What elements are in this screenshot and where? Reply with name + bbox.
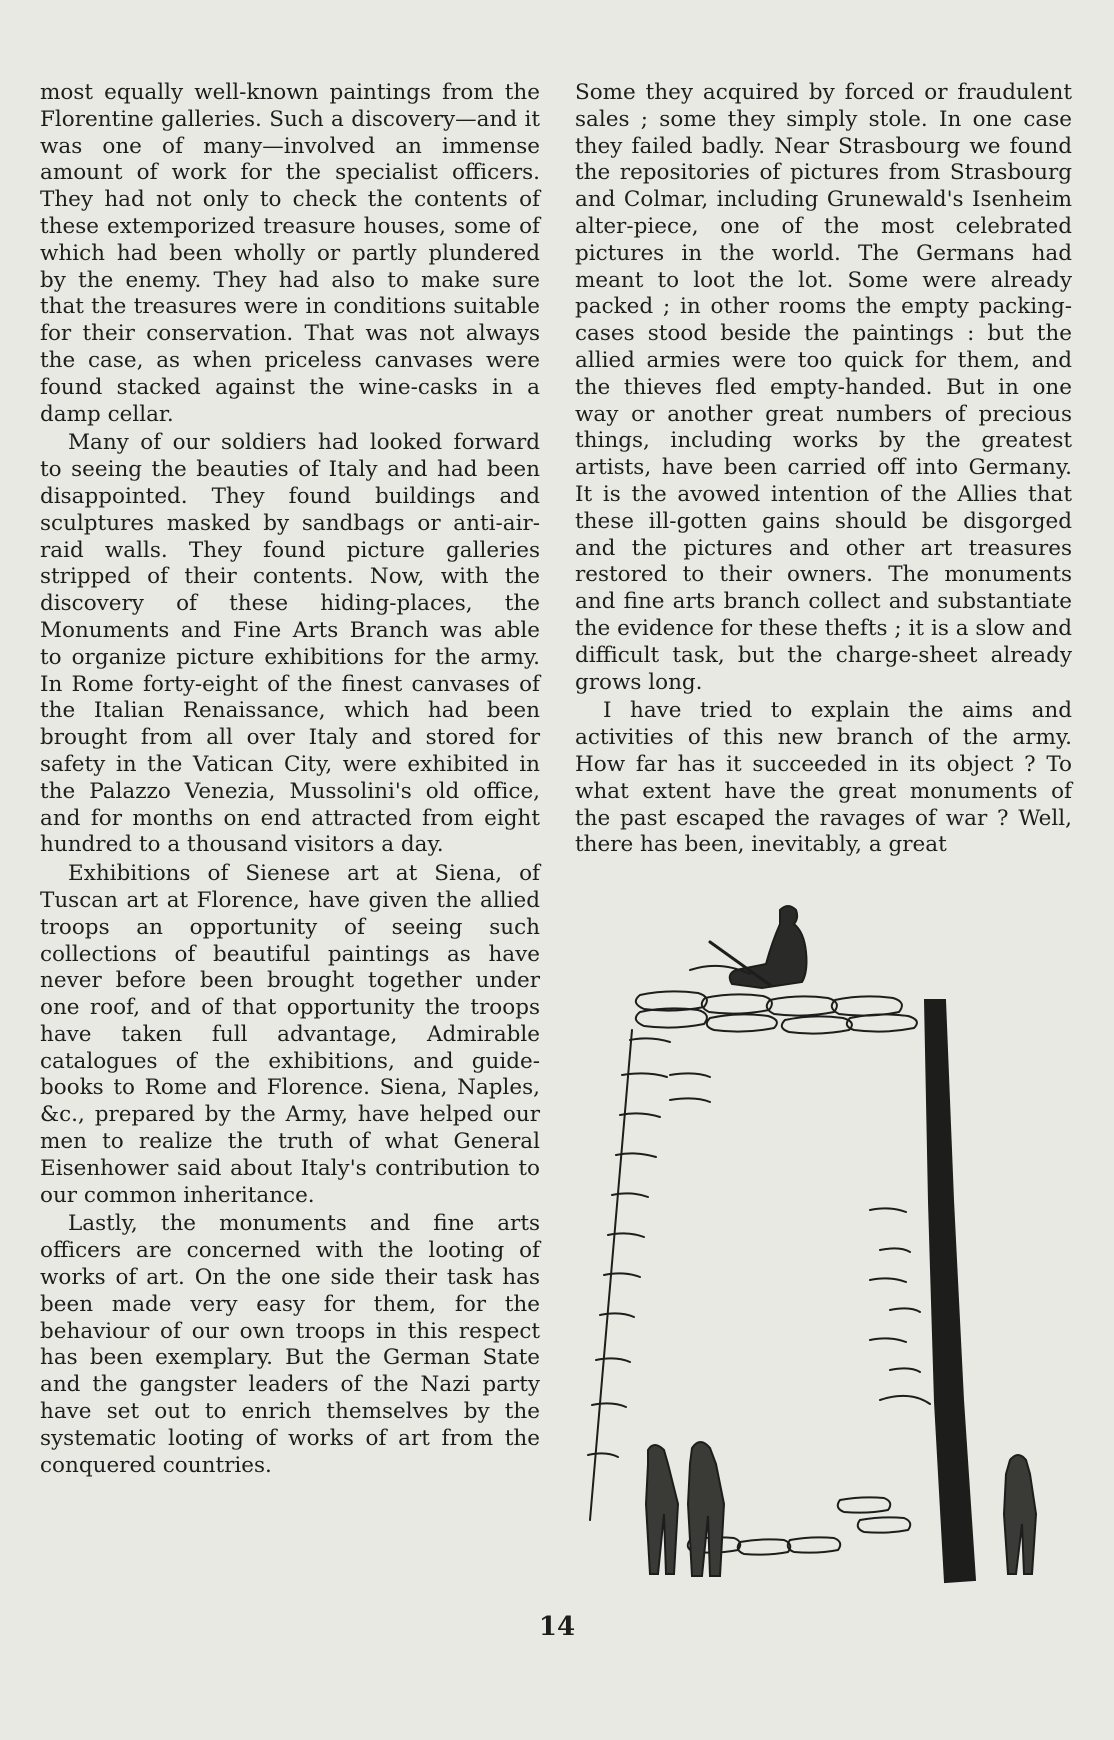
left-paragraph-3: Exhibitions of Sienese art at Siena, of Tuscan art at Florence, have given the allied troops an opportunity of seeing such collections of beautiful paintings as have never before been brought together under one roof, and of that opportunity the troops have taken full advantage, Admirable catalogues of the exhibitions, and guide-books to Rome and Florence. Siena, Naples, &c., prepared by the Army, have helped our men to realize the truth of what General Eisenhower said about Italy's contribution to our common inheritance. <box>40 861 540 1208</box>
right-column <box>575 80 1072 859</box>
left-paragraph-1: most equally well-known paintings from the Florentine galleries. Such a discovery—and it was one of many—involved an immense amount of work for the specialist officers. They had not only to check the contents of these extemporized treasure houses, some of which had been wholly or partly plundered by the enemy. They had also to make sure that the treasures were in conditions suitable for their conservation. That was not always the case, as when priceless canvases were found stacked against the wine-casks in a damp cellar. <box>40 80 540 427</box>
left-column <box>40 80 540 1479</box>
page-number: 14 <box>538 1612 576 1642</box>
left-paragraph-4: Lastly, the monuments and fine arts officers are concerned with the looting of works of art. On the one side their task has been made very easy for them, for the behaviour of our own troops in this respect has been exemplary. But the German State and the gangster leaders of the Nazi party have set out to enrich themselves by the systematic looting of works of art from the conquered countries. <box>40 1211 540 1478</box>
top-sandbags <box>636 991 917 1033</box>
wall-right-stones <box>870 1208 930 1404</box>
right-paragraph-1: Some they acquired by forced or fraudulent sales ; some they simply stole. In one case they failed badly. Near Strasbourg we found the repositories of pictures from Strasbourg and Colmar, including Grunewald's Isenheim alter-piece, one of the most celebrated pictures in the world. The Germans had meant to loot the lot. Some were already packed ; in other rooms the empty packing-cases stood beside the paintings : but the allied armies were too quick for them, and the thieves fled empty-handed. But in one way or another great numbers of precious things, including works by the greatest artists, have been carried off into Germany. It is the avowed intention of the Allies that these ill-gotten gains should be disgorged and the pictures and other art treasures restored to their owners. The monuments and fine arts branch collect and substantiate the evidence for these thefts ; it is a slow and difficult task, but the charge-sheet already grows long. <box>575 80 1072 695</box>
standing-soldiers <box>646 1442 724 1576</box>
wall-right-edge <box>925 1000 975 1582</box>
right-paragraph-2: I have tried to explain the aims and activities of this new branch of the army. How far has it succeeded in its object ? To what extent have the great monuments of the past escaped the ravages of war ? Well, there has been, inevitably, a great <box>575 698 1072 858</box>
left-paragraph-2: Many of our soldiers had looked forward to seeing the beauties of Italy and had been disappointed. They found buildings and sculptures masked by sandbags or anti-air-raid walls. They found picture galleries stripped of their contents. Now, with the discovery of these hiding-places, the Monuments and Fine Arts Branch was able to organize picture exhibitions for the army. In Rome forty-eight of the finest canvases of the Italian Renaissance, which had been brought from all over Italy and stored for safety in the Vatican City, were exhibited in the Palazzo Venezia, Mussolini's old office, and for months on end attracted from eight hundred to a thousand visitors a day. <box>40 430 540 858</box>
right-soldier <box>1004 1455 1036 1574</box>
sandbag-wall-illustration <box>570 900 1080 1590</box>
wall-left-edge <box>588 1030 710 1520</box>
seated-soldier-figure <box>690 906 807 988</box>
